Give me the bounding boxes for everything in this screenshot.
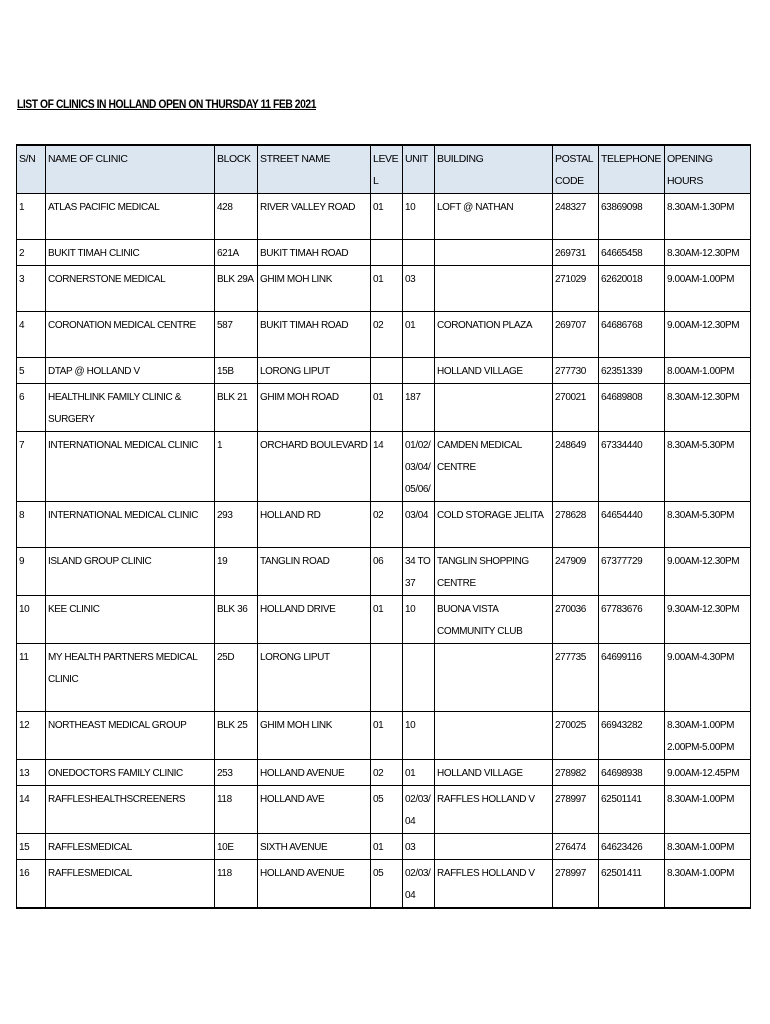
cell-telephone: 64654440	[599, 502, 665, 548]
cell-telephone: 62351339	[599, 358, 665, 384]
cell-building: CORONATION PLAZA	[435, 312, 553, 358]
cell-block: 10E	[215, 834, 258, 860]
cell-postal: 278628	[553, 502, 599, 548]
cell-postal: 277730	[553, 358, 599, 384]
cell-level: 01	[371, 384, 403, 432]
cell-hours: 8.00AM-1.00PM	[665, 358, 751, 384]
cell-sn: 9	[17, 548, 46, 596]
cell-hours: 8.30AM-1.00PM	[665, 860, 751, 909]
cell-postal: 271029	[553, 266, 599, 312]
cell-hours: 8.30AM-12.30PM	[665, 384, 751, 432]
cell-street: GHIM MOH LINK	[258, 266, 371, 312]
cell-level: 02	[371, 760, 403, 786]
cell-sn: 12	[17, 712, 46, 760]
cell-hours: 8.30AM-5.30PM	[665, 502, 751, 548]
cell-name: INTERNATIONAL MEDICAL CLINIC	[46, 502, 215, 548]
cell-unit: 187	[403, 384, 435, 432]
cell-street: GHIM MOH LINK	[258, 712, 371, 760]
cell-unit: 01/02/ 03/04/ 05/06/	[403, 432, 435, 502]
cell-block: 428	[215, 194, 258, 240]
cell-building: RAFFLES HOLLAND V	[435, 860, 553, 909]
cell-block: BLK 21	[215, 384, 258, 432]
cell-block: 253	[215, 760, 258, 786]
cell-name: KEE CLINIC	[46, 596, 215, 644]
cell-unit	[403, 240, 435, 266]
cell-building: COLD STORAGE JELITA	[435, 502, 553, 548]
table-row	[17, 644, 751, 712]
cell-name: MY HEALTH PARTNERS MEDICAL CLINIC	[46, 644, 215, 712]
cell-sn: 5	[17, 358, 46, 384]
cell-name: DTAP @ HOLLAND V	[46, 358, 215, 384]
cell-telephone: 64689808	[599, 384, 665, 432]
cell-block: BLK 36	[215, 596, 258, 644]
cell-postal: 276474	[553, 834, 599, 860]
cell-building: BUONA VISTA COMMUNITY CLUB	[435, 596, 553, 644]
table-row	[17, 194, 751, 240]
cell-name: ONEDOCTORS FAMILY CLINIC	[46, 760, 215, 786]
cell-building	[435, 834, 553, 860]
cell-hours: 8.30AM-1.00PM 2.00PM-5.00PM	[665, 712, 751, 760]
cell-block: 118	[215, 860, 258, 909]
cell-hours: 9.00AM-12.30PM	[665, 312, 751, 358]
cell-telephone: 64699116	[599, 644, 665, 712]
cell-hours: 8.30AM-1.00PM	[665, 786, 751, 834]
cell-hours: 8.30AM-5.30PM	[665, 432, 751, 502]
cell-name: CORONATION MEDICAL CENTRE	[46, 312, 215, 358]
cell-telephone: 67377729	[599, 548, 665, 596]
cell-block: BLK 29A	[215, 266, 258, 312]
cell-hours: 9.00AM-12.30PM	[665, 548, 751, 596]
table-row	[17, 502, 751, 548]
cell-level: 05	[371, 860, 403, 909]
cell-building	[435, 240, 553, 266]
cell-name: ATLAS PACIFIC MEDICAL	[46, 194, 215, 240]
cell-postal: 278982	[553, 760, 599, 786]
cell-telephone: 66943282	[599, 712, 665, 760]
cell-building	[435, 644, 553, 712]
table-header-row	[17, 145, 751, 194]
cell-building: HOLLAND VILLAGE	[435, 760, 553, 786]
cell-block: 25D	[215, 644, 258, 712]
cell-name: INTERNATIONAL MEDICAL CLINIC	[46, 432, 215, 502]
cell-unit: 03/04	[403, 502, 435, 548]
cell-street: RIVER VALLEY ROAD	[258, 194, 371, 240]
table-row	[17, 548, 751, 596]
cell-street: SIXTH AVENUE	[258, 834, 371, 860]
cell-level: 01	[371, 266, 403, 312]
cell-street: LORONG LIPUT	[258, 358, 371, 384]
cell-level	[371, 644, 403, 712]
cell-unit	[403, 358, 435, 384]
cell-name: RAFFLESMEDICAL	[46, 834, 215, 860]
cell-telephone: 67783676	[599, 596, 665, 644]
cell-level: 14	[371, 432, 403, 502]
cell-unit: 10	[403, 712, 435, 760]
cell-block: BLK 25	[215, 712, 258, 760]
table-row	[17, 712, 751, 760]
cell-level: 02	[371, 312, 403, 358]
header-level: LEVEL	[371, 145, 403, 194]
cell-telephone: 62501141	[599, 786, 665, 834]
header-hours: OPENING HOURS	[665, 145, 751, 194]
cell-telephone: 64623426	[599, 834, 665, 860]
cell-building: LOFT @ NATHAN	[435, 194, 553, 240]
table-row	[17, 266, 751, 312]
cell-street: BUKIT TIMAH ROAD	[258, 312, 371, 358]
cell-level: 01	[371, 834, 403, 860]
cell-postal: 248649	[553, 432, 599, 502]
cell-sn: 6	[17, 384, 46, 432]
cell-building: RAFFLES HOLLAND V	[435, 786, 553, 834]
cell-street: BUKIT TIMAH ROAD	[258, 240, 371, 266]
cell-block: 15B	[215, 358, 258, 384]
cell-sn: 13	[17, 760, 46, 786]
cell-level: 01	[371, 194, 403, 240]
cell-block: 587	[215, 312, 258, 358]
cell-level: 01	[371, 596, 403, 644]
cell-hours: 9.00AM-4.30PM	[665, 644, 751, 712]
cell-postal: 248327	[553, 194, 599, 240]
cell-sn: 1	[17, 194, 46, 240]
cell-block: 19	[215, 548, 258, 596]
cell-telephone: 62620018	[599, 266, 665, 312]
cell-unit: 03	[403, 834, 435, 860]
cell-postal: 270021	[553, 384, 599, 432]
cell-hours: 9.00AM-12.45PM	[665, 760, 751, 786]
cell-level: 05	[371, 786, 403, 834]
cell-name: ISLAND GROUP CLINIC	[46, 548, 215, 596]
cell-street: HOLLAND RD	[258, 502, 371, 548]
cell-telephone: 64698938	[599, 760, 665, 786]
cell-unit: 03	[403, 266, 435, 312]
cell-postal: 247909	[553, 548, 599, 596]
cell-street: GHIM MOH ROAD	[258, 384, 371, 432]
clinics-table	[16, 144, 751, 909]
cell-level: 06	[371, 548, 403, 596]
header-sn: S/N	[17, 145, 46, 194]
cell-unit: 10	[403, 596, 435, 644]
table-row	[17, 860, 751, 909]
cell-unit: 02/03/ 04	[403, 860, 435, 909]
cell-name: RAFFLESHEALTHSCREENERS	[46, 786, 215, 834]
cell-street: HOLLAND AVE	[258, 786, 371, 834]
table-row	[17, 358, 751, 384]
cell-sn: 3	[17, 266, 46, 312]
cell-street: HOLLAND DRIVE	[258, 596, 371, 644]
cell-sn: 8	[17, 502, 46, 548]
cell-sn: 15	[17, 834, 46, 860]
cell-building	[435, 266, 553, 312]
cell-telephone: 64665458	[599, 240, 665, 266]
cell-block: 1	[215, 432, 258, 502]
cell-sn: 16	[17, 860, 46, 909]
cell-street: ORCHARD BOULEVARD	[258, 432, 371, 502]
cell-unit	[403, 644, 435, 712]
cell-street: LORONG LIPUT	[258, 644, 371, 712]
cell-level	[371, 240, 403, 266]
cell-postal: 278997	[553, 860, 599, 909]
table-row	[17, 786, 751, 834]
header-street: STREET NAME	[258, 145, 371, 194]
cell-name: RAFFLESMEDICAL	[46, 860, 215, 909]
cell-sn: 11	[17, 644, 46, 712]
cell-telephone: 63869098	[599, 194, 665, 240]
cell-postal: 269731	[553, 240, 599, 266]
cell-postal: 269707	[553, 312, 599, 358]
cell-name: HEALTHLINK FAMILY CLINIC & SURGERY	[46, 384, 215, 432]
header-telephone: TELEPHONE	[599, 145, 665, 194]
table-row	[17, 834, 751, 860]
cell-building: TANGLIN SHOPPING CENTRE	[435, 548, 553, 596]
cell-building	[435, 712, 553, 760]
table-row	[17, 596, 751, 644]
cell-postal: 278997	[553, 786, 599, 834]
cell-building: CAMDEN MEDICAL CENTRE	[435, 432, 553, 502]
cell-sn: 10	[17, 596, 46, 644]
table-row	[17, 312, 751, 358]
cell-hours: 8.30AM-12.30PM	[665, 240, 751, 266]
table-row	[17, 240, 751, 266]
header-postal: POSTAL CODE	[553, 145, 599, 194]
cell-name: CORNERSTONE MEDICAL	[46, 266, 215, 312]
cell-street: HOLLAND AVENUE	[258, 860, 371, 909]
cell-unit: 01	[403, 312, 435, 358]
header-block: BLOCK	[215, 145, 258, 194]
table-row	[17, 384, 751, 432]
cell-street: HOLLAND AVENUE	[258, 760, 371, 786]
table-row	[17, 760, 751, 786]
cell-level	[371, 358, 403, 384]
cell-hours: 9.30AM-12.30PM	[665, 596, 751, 644]
cell-building	[435, 384, 553, 432]
cell-sn: 4	[17, 312, 46, 358]
table-row	[17, 432, 751, 502]
cell-block: 118	[215, 786, 258, 834]
cell-street: TANGLIN ROAD	[258, 548, 371, 596]
cell-name: NORTHEAST MEDICAL GROUP	[46, 712, 215, 760]
cell-block: 621A	[215, 240, 258, 266]
cell-unit: 10	[403, 194, 435, 240]
header-name: NAME OF CLINIC	[46, 145, 215, 194]
cell-unit: 34 TO 37	[403, 548, 435, 596]
cell-sn: 14	[17, 786, 46, 834]
cell-telephone: 64686768	[599, 312, 665, 358]
cell-building: HOLLAND VILLAGE	[435, 358, 553, 384]
cell-hours: 8.30AM-1.30PM	[665, 194, 751, 240]
cell-level: 01	[371, 712, 403, 760]
cell-telephone: 62501411	[599, 860, 665, 909]
cell-unit: 01	[403, 760, 435, 786]
cell-sn: 2	[17, 240, 46, 266]
cell-name: BUKIT TIMAH CLINIC	[46, 240, 215, 266]
cell-telephone: 67334440	[599, 432, 665, 502]
header-building: BUILDING	[435, 145, 553, 194]
cell-hours: 8.30AM-1.00PM	[665, 834, 751, 860]
cell-unit: 02/03/ 04	[403, 786, 435, 834]
cell-postal: 277735	[553, 644, 599, 712]
cell-sn: 7	[17, 432, 46, 502]
cell-postal: 270036	[553, 596, 599, 644]
cell-postal: 270025	[553, 712, 599, 760]
cell-block: 293	[215, 502, 258, 548]
document-title: LIST OF CLINICS IN HOLLAND OPEN ON THURSDAY 11 FEB 2021	[17, 99, 317, 111]
cell-level: 02	[371, 502, 403, 548]
header-unit: UNIT	[403, 145, 435, 194]
cell-hours: 9.00AM-1.00PM	[665, 266, 751, 312]
